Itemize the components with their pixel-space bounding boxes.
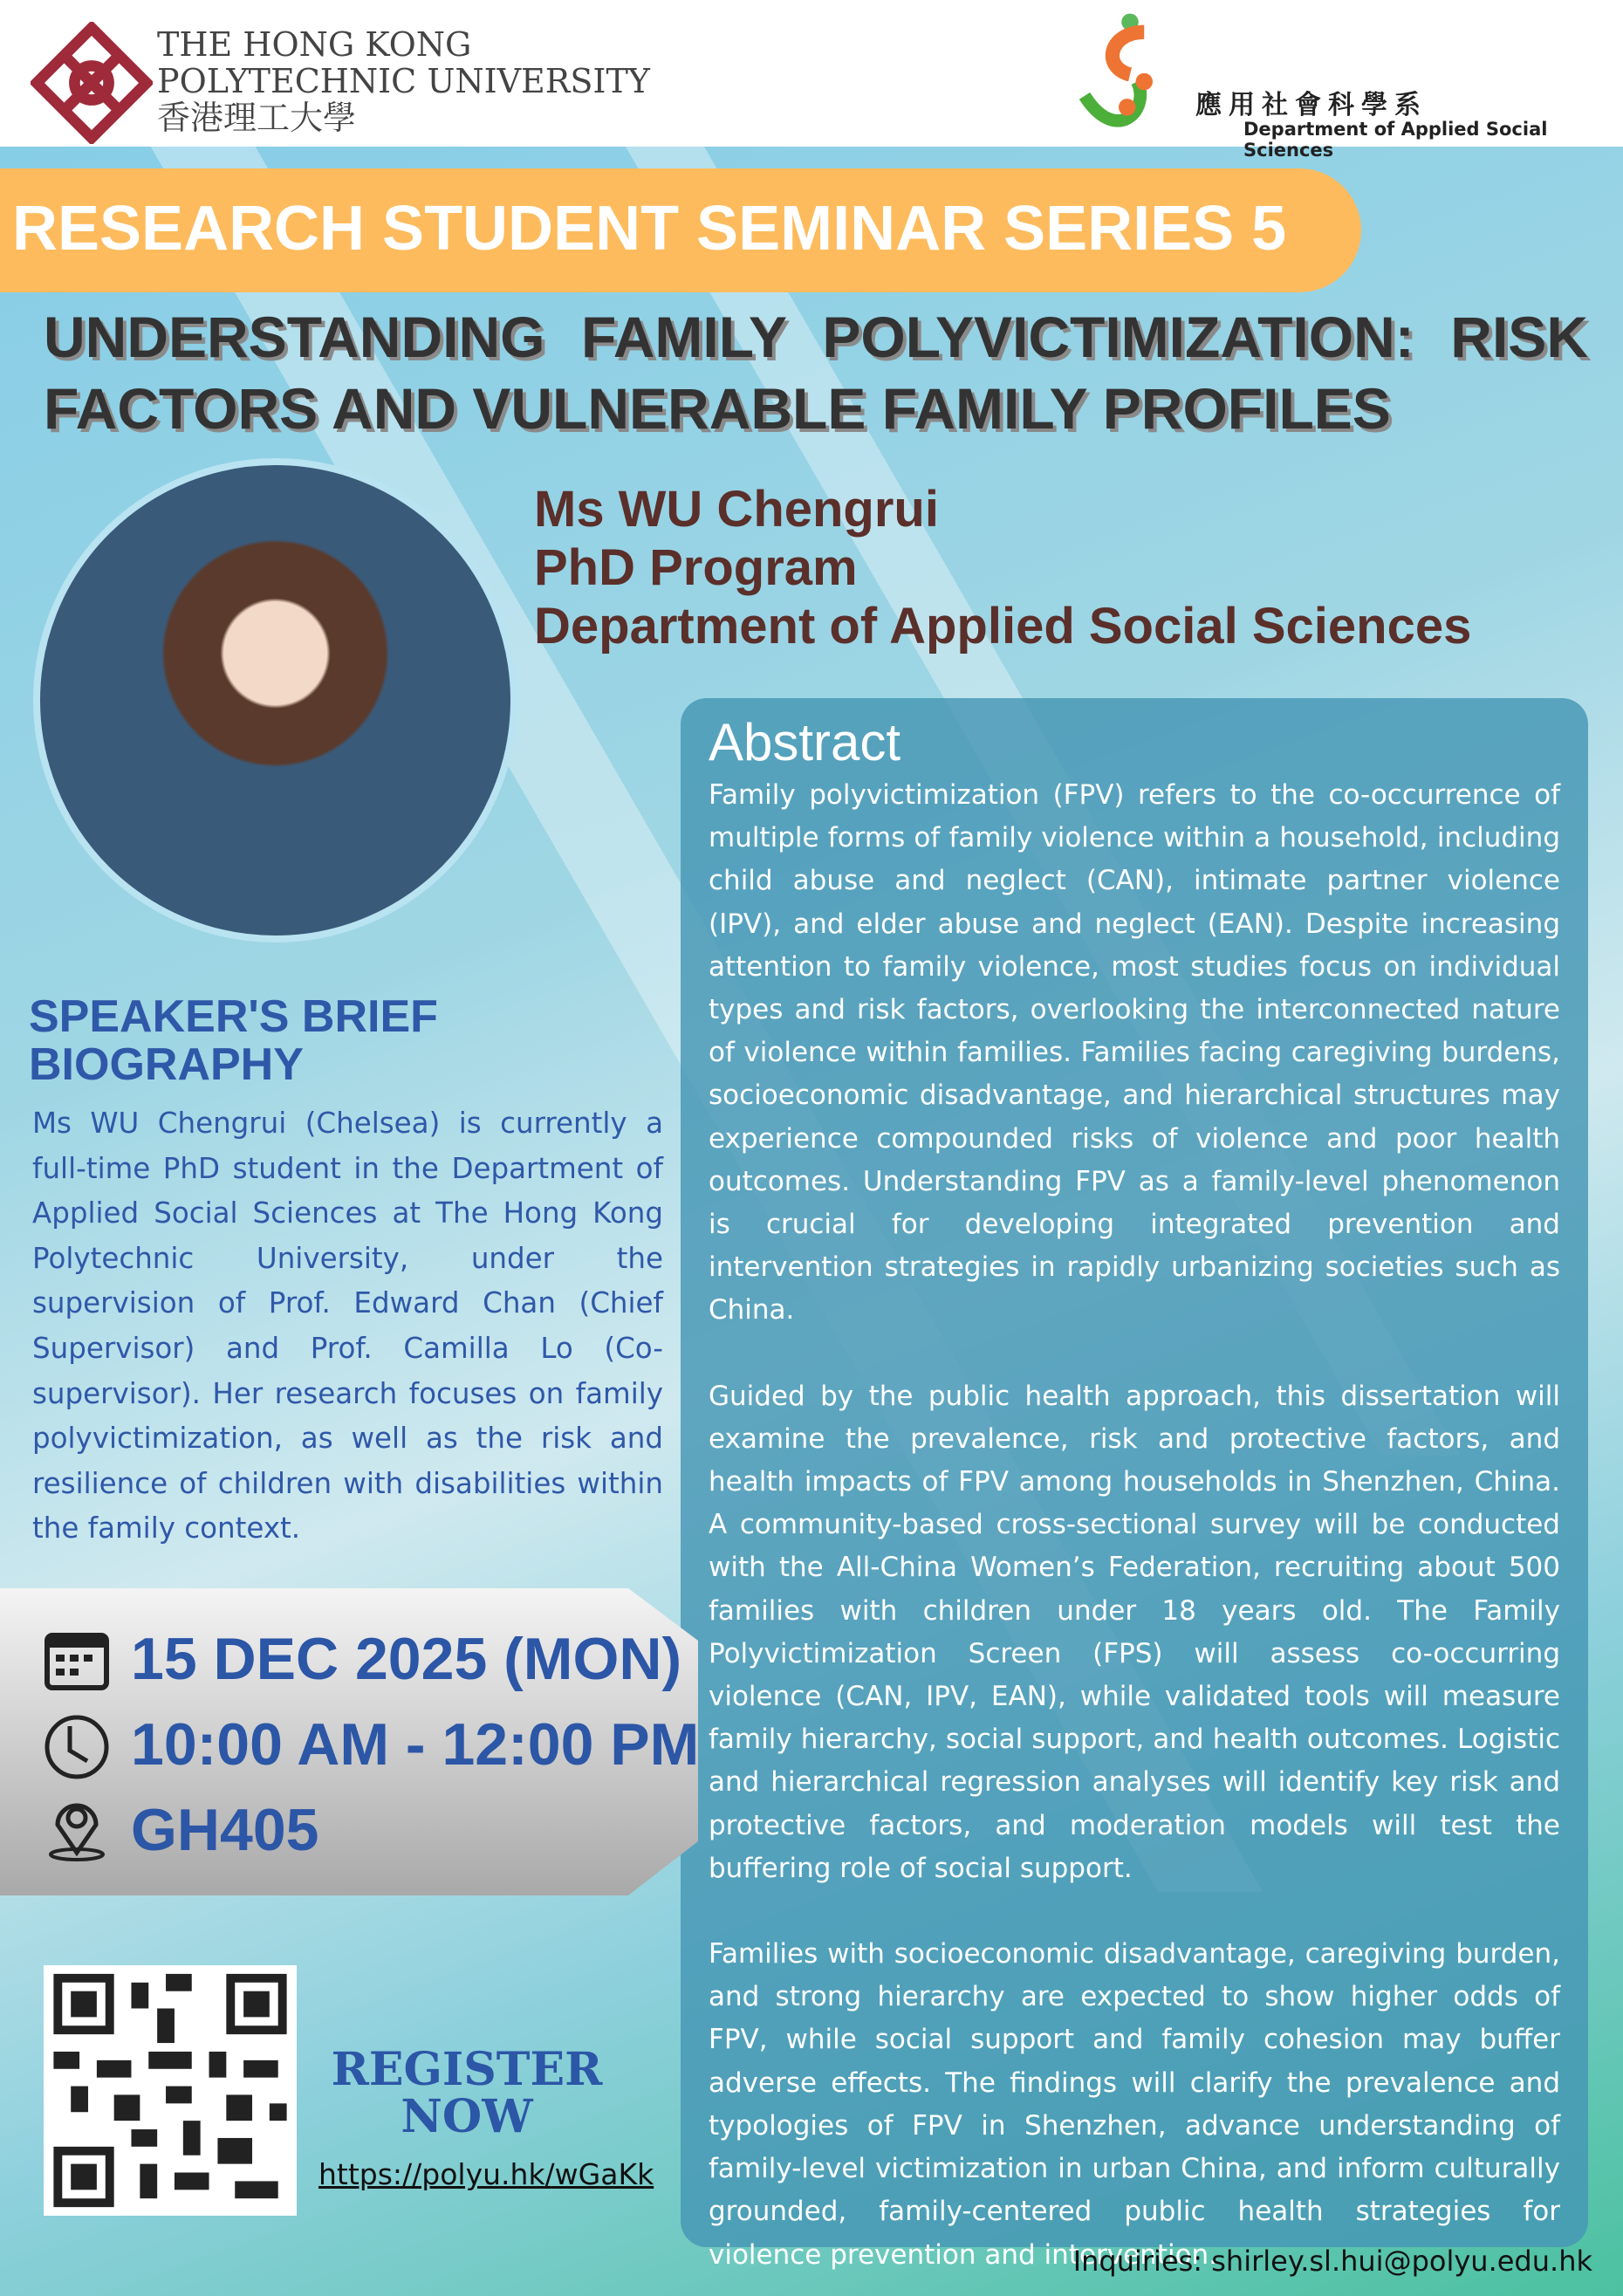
registration-link[interactable]: https://polyu.hk/wGaKk bbox=[318, 2157, 654, 2191]
abstract-paragraph: Families with socioeconomic disadvantage, caregiving burden, and strong hierarchy are expected to show higher odds of FPV, while social support and family cohesion may buffer adverse effects. The findings will clarify the prevalence and typologies of FPV in Shenzhen, advance understanding of family-level victimization in urban China, and inform culturally grounded, family-centered public health strategies for violence prevention and intervention. bbox=[709, 1938, 1560, 2271]
clock-icon bbox=[42, 1712, 112, 1782]
event-date: 15 DEC 2025 (MON) bbox=[131, 1626, 682, 1692]
inquiries-contact: Inquiries: shirley.sl.hui@polyu.edu.hk bbox=[1072, 2245, 1592, 2278]
speaker-photo bbox=[33, 458, 517, 942]
abstract-heading: Abstract bbox=[709, 713, 901, 771]
university-name bbox=[157, 26, 650, 136]
abstract-paragraph: Guided by the public health approach, this dissertation will examine the prevalence, risk and protective factors, and health impacts of FPV among households in Shenzhen, China. A community-based cross-sectional survey will be conducted with the All-China Women’s Federation, recruiting about 500 families with children under 18 years old. The Family Polyvictimization Screen (FPS) will assess co-occurring violence (CAN, IPV, EAN), while validated tools will measure family hierarchy, social support, and health outcomes. Logistic and hierarchical regression analyses will identify key risk and protective factors, and moderation models will test the buffering role of social support. bbox=[709, 1380, 1560, 1884]
speaker-program: PhD Program bbox=[534, 539, 858, 596]
seminar-title: UNDERSTANDING FAMILY POLYVICTIMIZATION: RISK FACTORS AND VULNERABLE FAMILY PROFILES bbox=[44, 305, 1588, 441]
register-now-button[interactable] bbox=[323, 2043, 611, 2143]
series-title: RESEARCH STUDENT SEMINAR SERIES 5 bbox=[12, 194, 1287, 264]
speaker-department: Department of Applied Social Sciences bbox=[534, 598, 1472, 655]
dept-name-en: Department of Applied Social Sciences bbox=[1243, 119, 1548, 161]
dept-name-zh: 應用社會科學系 bbox=[1195, 90, 1428, 120]
bio-text: Ms WU Chengrui (Chelsea) is currently a full-time PhD student in the Department of Applied Social Sciences at The Hong Kong Polytechnic University, under the supervision of Prof. Edward Chan (Chief Supervisor) and Prof. Camilla Lo (Co-supervisor). Her research focuses on family polyvictimization, as well as the risk and resilience of children with disabilities within the family context. bbox=[32, 1107, 663, 1546]
university-name-zh: 香港理工大學 bbox=[157, 99, 357, 137]
polyu-logo-icon bbox=[31, 22, 153, 144]
dept-logo-icon bbox=[1073, 10, 1187, 146]
speaker-name: Ms WU Chengrui bbox=[534, 481, 939, 538]
university-name-line1: THE HONG KONG bbox=[157, 25, 472, 64]
series-banner bbox=[0, 168, 1361, 292]
event-time: 10:00 AM - 12:00 PM bbox=[131, 1711, 700, 1778]
event-venue: GH405 bbox=[131, 1797, 319, 1863]
register-label-line2: NOW bbox=[401, 2090, 533, 2143]
speaker-info bbox=[534, 480, 1471, 655]
registration-qr-code[interactable] bbox=[44, 1965, 297, 2216]
abstract-paragraph: Family polyvictimization (FPV) refers to the co-occurrence of multiple forms of family violence within a household, including child abuse and neglect (CAN), intimate partner violence (IPV), and elder abuse and neglect (EAN). Despite increasing attention to family violence, most studies focus on individual types and risk factors, overlooking the interconnected nature of violence within families. Families facing caregiving burdens, socioeconomic disadvantage, and hierarchical structures may experience compounded risks of violence and poor health outcomes. Understanding FPV as a family-level phenomenon is crucial for developing integrated prevention and intervention strategies in rapidly urbanizing societies such as China. bbox=[709, 779, 1560, 1326]
register-label-line1: REGISTER bbox=[331, 2043, 603, 2096]
calendar-icon bbox=[42, 1625, 112, 1695]
location-pin-icon bbox=[42, 1793, 112, 1863]
bio-heading: SPEAKER'S BRIEF BIOGRAPHY bbox=[29, 991, 438, 1090]
header bbox=[0, 0, 1623, 161]
university-name-line2: POLYTECHNIC UNIVERSITY bbox=[157, 62, 650, 100]
